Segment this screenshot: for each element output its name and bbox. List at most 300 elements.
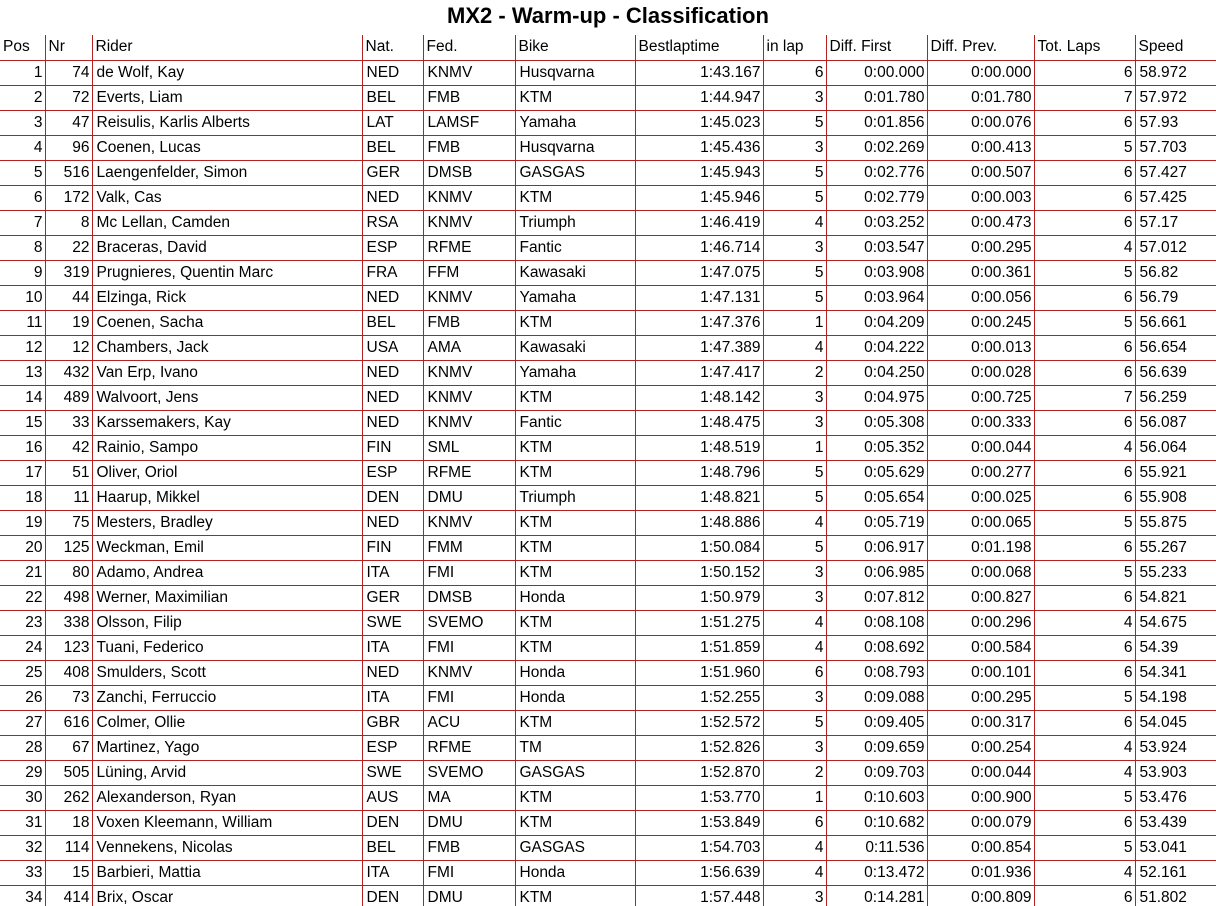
cell-pos: 24 — [0, 635, 45, 660]
cell-pos: 21 — [0, 560, 45, 585]
cell-diff-first: 0:02.779 — [826, 185, 927, 210]
cell-speed: 56.661 — [1135, 310, 1216, 335]
cell-nat: ITA — [362, 685, 423, 710]
cell-bestlaptime: 1:57.448 — [635, 885, 763, 906]
cell-pos: 27 — [0, 710, 45, 735]
cell-speed: 57.425 — [1135, 185, 1216, 210]
table-row — [0, 785, 1216, 810]
cell-diff-prev: 0:01.780 — [927, 85, 1034, 110]
cell-bestlaptime: 1:50.979 — [635, 585, 763, 610]
table-row — [0, 335, 1216, 360]
cell-fed: KNMV — [423, 360, 515, 385]
cell-nr: 319 — [45, 260, 92, 285]
cell-speed: 57.012 — [1135, 235, 1216, 260]
cell-nr: 47 — [45, 110, 92, 135]
cell-speed: 51.802 — [1135, 885, 1216, 906]
cell-diff-first: 0:05.719 — [826, 510, 927, 535]
cell-in-lap: 4 — [763, 635, 826, 660]
cell-fed: ACU — [423, 710, 515, 735]
cell-nat: ITA — [362, 560, 423, 585]
cell-nr: 75 — [45, 510, 92, 535]
cell-in-lap: 5 — [763, 160, 826, 185]
table-row — [0, 635, 1216, 660]
cell-bike: Honda — [515, 660, 635, 685]
column-header-diff-first: Diff. First — [826, 35, 927, 60]
cell-in-lap: 5 — [763, 485, 826, 510]
cell-bestlaptime: 1:44.947 — [635, 85, 763, 110]
cell-speed: 56.087 — [1135, 410, 1216, 435]
cell-bestlaptime: 1:53.770 — [635, 785, 763, 810]
cell-in-lap: 3 — [763, 85, 826, 110]
cell-in-lap: 5 — [763, 710, 826, 735]
cell-nr: 616 — [45, 710, 92, 735]
cell-nat: FRA — [362, 260, 423, 285]
cell-bestlaptime: 1:52.826 — [635, 735, 763, 760]
cell-pos: 11 — [0, 310, 45, 335]
cell-pos: 2 — [0, 85, 45, 110]
cell-bike: Honda — [515, 860, 635, 885]
cell-diff-prev: 0:00.854 — [927, 835, 1034, 860]
cell-pos: 28 — [0, 735, 45, 760]
table-row — [0, 85, 1216, 110]
cell-bike: Husqvarna — [515, 60, 635, 85]
cell-rider: Lüning, Arvid — [92, 760, 362, 785]
cell-diff-prev: 0:00.025 — [927, 485, 1034, 510]
cell-nr: 67 — [45, 735, 92, 760]
cell-nr: 114 — [45, 835, 92, 860]
cell-speed: 54.045 — [1135, 710, 1216, 735]
cell-tot-laps: 5 — [1034, 685, 1135, 710]
cell-speed: 52.161 — [1135, 860, 1216, 885]
cell-in-lap: 4 — [763, 610, 826, 635]
cell-nat: LAT — [362, 110, 423, 135]
cell-bike: KTM — [515, 785, 635, 810]
table-row — [0, 310, 1216, 335]
cell-rider: Mc Lellan, Camden — [92, 210, 362, 235]
cell-bike: Honda — [515, 685, 635, 710]
cell-nr: 74 — [45, 60, 92, 85]
cell-bike: Kawasaki — [515, 335, 635, 360]
table-row — [0, 185, 1216, 210]
cell-fed: KNMV — [423, 385, 515, 410]
cell-speed: 54.341 — [1135, 660, 1216, 685]
cell-speed: 53.439 — [1135, 810, 1216, 835]
cell-bestlaptime: 1:51.960 — [635, 660, 763, 685]
table-row — [0, 410, 1216, 435]
cell-rider: Oliver, Oriol — [92, 460, 362, 485]
cell-nr: 172 — [45, 185, 92, 210]
cell-bike: TM — [515, 735, 635, 760]
cell-tot-laps: 6 — [1034, 885, 1135, 906]
cell-bestlaptime: 1:54.703 — [635, 835, 763, 860]
cell-diff-first: 0:05.654 — [826, 485, 927, 510]
cell-diff-first: 0:04.222 — [826, 335, 927, 360]
cell-nr: 262 — [45, 785, 92, 810]
cell-diff-first: 0:04.975 — [826, 385, 927, 410]
cell-fed: KNMV — [423, 285, 515, 310]
cell-in-lap: 5 — [763, 535, 826, 560]
cell-fed: RFME — [423, 460, 515, 485]
cell-pos: 19 — [0, 510, 45, 535]
cell-rider: Braceras, David — [92, 235, 362, 260]
cell-in-lap: 4 — [763, 860, 826, 885]
cell-nr: 73 — [45, 685, 92, 710]
cell-nat: GER — [362, 160, 423, 185]
cell-nr: 80 — [45, 560, 92, 585]
table-row — [0, 685, 1216, 710]
cell-diff-prev: 0:00.584 — [927, 635, 1034, 660]
cell-diff-prev: 0:00.254 — [927, 735, 1034, 760]
cell-speed: 57.972 — [1135, 85, 1216, 110]
cell-diff-first: 0:09.703 — [826, 760, 927, 785]
cell-pos: 25 — [0, 660, 45, 685]
cell-nat: AUS — [362, 785, 423, 810]
cell-in-lap: 2 — [763, 360, 826, 385]
cell-rider: Vennekens, Nicolas — [92, 835, 362, 860]
cell-nat: SWE — [362, 610, 423, 635]
cell-fed: KNMV — [423, 510, 515, 535]
cell-diff-prev: 0:00.277 — [927, 460, 1034, 485]
cell-pos: 32 — [0, 835, 45, 860]
column-header-fed: Fed. — [423, 35, 515, 60]
cell-fed: KNMV — [423, 60, 515, 85]
cell-tot-laps: 4 — [1034, 735, 1135, 760]
cell-nat: DEN — [362, 810, 423, 835]
table-row — [0, 660, 1216, 685]
cell-tot-laps: 5 — [1034, 560, 1135, 585]
cell-diff-prev: 0:00.413 — [927, 135, 1034, 160]
cell-in-lap: 5 — [763, 260, 826, 285]
cell-speed: 53.476 — [1135, 785, 1216, 810]
column-header-nr: Nr — [45, 35, 92, 60]
cell-bike: Kawasaki — [515, 260, 635, 285]
cell-bestlaptime: 1:48.796 — [635, 460, 763, 485]
cell-pos: 5 — [0, 160, 45, 185]
cell-bike: KTM — [515, 510, 635, 535]
cell-bike: GASGAS — [515, 835, 635, 860]
cell-tot-laps: 6 — [1034, 335, 1135, 360]
cell-diff-prev: 0:00.827 — [927, 585, 1034, 610]
cell-nr: 72 — [45, 85, 92, 110]
cell-in-lap: 1 — [763, 310, 826, 335]
cell-diff-first: 0:03.908 — [826, 260, 927, 285]
cell-tot-laps: 6 — [1034, 160, 1135, 185]
cell-fed: RFME — [423, 235, 515, 260]
cell-speed: 56.259 — [1135, 385, 1216, 410]
cell-rider: Colmer, Ollie — [92, 710, 362, 735]
cell-diff-first: 0:13.472 — [826, 860, 927, 885]
cell-nr: 125 — [45, 535, 92, 560]
table-row — [0, 385, 1216, 410]
cell-nat: FIN — [362, 535, 423, 560]
cell-pos: 23 — [0, 610, 45, 635]
cell-in-lap: 6 — [763, 660, 826, 685]
cell-bestlaptime: 1:45.943 — [635, 160, 763, 185]
cell-in-lap: 3 — [763, 235, 826, 260]
cell-tot-laps: 5 — [1034, 310, 1135, 335]
cell-nr: 11 — [45, 485, 92, 510]
cell-in-lap: 6 — [763, 60, 826, 85]
cell-diff-first: 0:05.308 — [826, 410, 927, 435]
cell-nr: 414 — [45, 885, 92, 906]
cell-pos: 13 — [0, 360, 45, 385]
cell-bike: KTM — [515, 710, 635, 735]
table-row — [0, 735, 1216, 760]
cell-nat: BEL — [362, 135, 423, 160]
cell-nr: 123 — [45, 635, 92, 660]
cell-rider: Chambers, Jack — [92, 335, 362, 360]
cell-pos: 22 — [0, 585, 45, 610]
cell-bike: KTM — [515, 610, 635, 635]
cell-diff-first: 0:08.692 — [826, 635, 927, 660]
cell-tot-laps: 6 — [1034, 810, 1135, 835]
cell-pos: 8 — [0, 235, 45, 260]
table-row — [0, 110, 1216, 135]
cell-in-lap: 3 — [763, 885, 826, 906]
cell-bestlaptime: 1:45.946 — [635, 185, 763, 210]
cell-fed: DMU — [423, 810, 515, 835]
cell-speed: 53.041 — [1135, 835, 1216, 860]
cell-in-lap: 3 — [763, 735, 826, 760]
cell-nat: NED — [362, 360, 423, 385]
cell-rider: Everts, Liam — [92, 85, 362, 110]
cell-nat: SWE — [362, 760, 423, 785]
cell-pos: 30 — [0, 785, 45, 810]
cell-bike: GASGAS — [515, 160, 635, 185]
cell-nat: NED — [362, 185, 423, 210]
cell-bestlaptime: 1:47.417 — [635, 360, 763, 385]
cell-rider: Zanchi, Ferruccio — [92, 685, 362, 710]
cell-fed: RFME — [423, 735, 515, 760]
cell-diff-prev: 0:00.333 — [927, 410, 1034, 435]
cell-in-lap: 4 — [763, 210, 826, 235]
cell-diff-prev: 0:00.296 — [927, 610, 1034, 635]
cell-tot-laps: 7 — [1034, 385, 1135, 410]
cell-nr: 18 — [45, 810, 92, 835]
cell-bike: GASGAS — [515, 760, 635, 785]
cell-tot-laps: 6 — [1034, 360, 1135, 385]
table-row — [0, 210, 1216, 235]
cell-pos: 31 — [0, 810, 45, 835]
cell-tot-laps: 6 — [1034, 535, 1135, 560]
cell-bike: Fantic — [515, 235, 635, 260]
cell-pos: 16 — [0, 435, 45, 460]
cell-nat: ITA — [362, 860, 423, 885]
cell-diff-prev: 0:00.000 — [927, 60, 1034, 85]
cell-diff-first: 0:08.793 — [826, 660, 927, 685]
cell-nat: NED — [362, 60, 423, 85]
cell-tot-laps: 4 — [1034, 760, 1135, 785]
cell-bike: KTM — [515, 385, 635, 410]
cell-tot-laps: 6 — [1034, 460, 1135, 485]
cell-rider: Coenen, Sacha — [92, 310, 362, 335]
cell-rider: Tuani, Federico — [92, 635, 362, 660]
cell-speed: 57.93 — [1135, 110, 1216, 135]
cell-nr: 498 — [45, 585, 92, 610]
cell-tot-laps: 6 — [1034, 710, 1135, 735]
cell-fed: KNMV — [423, 410, 515, 435]
cell-nat: BEL — [362, 85, 423, 110]
cell-nr: 96 — [45, 135, 92, 160]
cell-bike: KTM — [515, 535, 635, 560]
cell-fed: DMSB — [423, 585, 515, 610]
cell-speed: 54.198 — [1135, 685, 1216, 710]
cell-pos: 6 — [0, 185, 45, 210]
cell-speed: 56.639 — [1135, 360, 1216, 385]
cell-nr: 516 — [45, 160, 92, 185]
table-row — [0, 460, 1216, 485]
cell-rider: Laengenfelder, Simon — [92, 160, 362, 185]
cell-bike: Triumph — [515, 210, 635, 235]
cell-pos: 4 — [0, 135, 45, 160]
cell-pos: 17 — [0, 460, 45, 485]
cell-fed: FMI — [423, 685, 515, 710]
cell-bike: KTM — [515, 560, 635, 585]
classification-table — [0, 35, 1216, 906]
cell-tot-laps: 4 — [1034, 610, 1135, 635]
cell-bike: Yamaha — [515, 285, 635, 310]
column-header-pos: Pos — [0, 35, 45, 60]
cell-diff-first: 0:06.917 — [826, 535, 927, 560]
table-row — [0, 885, 1216, 906]
cell-diff-first: 0:02.269 — [826, 135, 927, 160]
cell-rider: Coenen, Lucas — [92, 135, 362, 160]
cell-nat: ESP — [362, 735, 423, 760]
cell-in-lap: 5 — [763, 460, 826, 485]
cell-bestlaptime: 1:47.389 — [635, 335, 763, 360]
cell-pos: 10 — [0, 285, 45, 310]
cell-nr: 51 — [45, 460, 92, 485]
cell-in-lap: 3 — [763, 585, 826, 610]
cell-fed: KNMV — [423, 660, 515, 685]
cell-bestlaptime: 1:46.419 — [635, 210, 763, 235]
cell-bike: KTM — [515, 885, 635, 906]
cell-fed: AMA — [423, 335, 515, 360]
cell-diff-prev: 0:00.900 — [927, 785, 1034, 810]
cell-diff-prev: 0:01.198 — [927, 535, 1034, 560]
cell-bestlaptime: 1:52.255 — [635, 685, 763, 710]
cell-bestlaptime: 1:47.131 — [635, 285, 763, 310]
cell-nat: GER — [362, 585, 423, 610]
cell-diff-first: 0:11.536 — [826, 835, 927, 860]
cell-bestlaptime: 1:47.075 — [635, 260, 763, 285]
cell-diff-prev: 0:01.936 — [927, 860, 1034, 885]
cell-fed: KNMV — [423, 210, 515, 235]
cell-bike: KTM — [515, 460, 635, 485]
cell-diff-prev: 0:00.013 — [927, 335, 1034, 360]
cell-nr: 33 — [45, 410, 92, 435]
cell-fed: SVEMO — [423, 760, 515, 785]
cell-nat: NED — [362, 410, 423, 435]
cell-in-lap: 3 — [763, 560, 826, 585]
table-row — [0, 835, 1216, 860]
cell-speed: 55.908 — [1135, 485, 1216, 510]
cell-nat: NED — [362, 285, 423, 310]
cell-nr: 8 — [45, 210, 92, 235]
cell-diff-first: 0:05.352 — [826, 435, 927, 460]
cell-speed: 55.233 — [1135, 560, 1216, 585]
table-row — [0, 560, 1216, 585]
cell-bike: Honda — [515, 585, 635, 610]
cell-diff-first: 0:02.776 — [826, 160, 927, 185]
table-row — [0, 360, 1216, 385]
cell-diff-prev: 0:00.725 — [927, 385, 1034, 410]
cell-bike: KTM — [515, 635, 635, 660]
table-row — [0, 285, 1216, 310]
cell-tot-laps: 6 — [1034, 585, 1135, 610]
cell-rider: Smulders, Scott — [92, 660, 362, 685]
cell-diff-first: 0:10.603 — [826, 785, 927, 810]
cell-bestlaptime: 1:53.849 — [635, 810, 763, 835]
cell-pos: 26 — [0, 685, 45, 710]
cell-bike: KTM — [515, 310, 635, 335]
table-row — [0, 610, 1216, 635]
cell-speed: 54.39 — [1135, 635, 1216, 660]
table-row — [0, 160, 1216, 185]
cell-diff-first: 0:07.812 — [826, 585, 927, 610]
table-row — [0, 760, 1216, 785]
cell-bestlaptime: 1:51.859 — [635, 635, 763, 660]
cell-speed: 56.79 — [1135, 285, 1216, 310]
table-header-row — [0, 35, 1216, 60]
cell-nr: 44 — [45, 285, 92, 310]
cell-diff-prev: 0:00.079 — [927, 810, 1034, 835]
cell-speed: 56.82 — [1135, 260, 1216, 285]
cell-fed: FMI — [423, 860, 515, 885]
cell-bestlaptime: 1:48.142 — [635, 385, 763, 410]
cell-diff-first: 0:06.985 — [826, 560, 927, 585]
cell-bestlaptime: 1:45.023 — [635, 110, 763, 135]
cell-bestlaptime: 1:52.870 — [635, 760, 763, 785]
cell-diff-first: 0:14.281 — [826, 885, 927, 906]
cell-nr: 19 — [45, 310, 92, 335]
table-row — [0, 585, 1216, 610]
cell-speed: 54.675 — [1135, 610, 1216, 635]
cell-diff-first: 0:00.000 — [826, 60, 927, 85]
cell-tot-laps: 5 — [1034, 835, 1135, 860]
column-header-rider: Rider — [92, 35, 362, 60]
cell-rider: Prugnieres, Quentin Marc — [92, 260, 362, 285]
cell-nr: 22 — [45, 235, 92, 260]
table-body — [0, 60, 1216, 906]
cell-bestlaptime: 1:48.519 — [635, 435, 763, 460]
cell-diff-prev: 0:00.068 — [927, 560, 1034, 585]
cell-in-lap: 3 — [763, 685, 826, 710]
cell-in-lap: 2 — [763, 760, 826, 785]
cell-bestlaptime: 1:48.475 — [635, 410, 763, 435]
cell-diff-prev: 0:00.361 — [927, 260, 1034, 285]
cell-diff-first: 0:09.088 — [826, 685, 927, 710]
table-row — [0, 810, 1216, 835]
cell-nat: FIN — [362, 435, 423, 460]
cell-rider: Van Erp, Ivano — [92, 360, 362, 385]
cell-in-lap: 1 — [763, 785, 826, 810]
cell-diff-first: 0:04.209 — [826, 310, 927, 335]
cell-bestlaptime: 1:45.436 — [635, 135, 763, 160]
cell-nat: GBR — [362, 710, 423, 735]
column-header-in-lap: in lap — [763, 35, 826, 60]
cell-rider: Haarup, Mikkel — [92, 485, 362, 510]
cell-rider: Olsson, Filip — [92, 610, 362, 635]
cell-fed: FMM — [423, 535, 515, 560]
table-row — [0, 860, 1216, 885]
cell-diff-first: 0:08.108 — [826, 610, 927, 635]
cell-tot-laps: 4 — [1034, 235, 1135, 260]
cell-bestlaptime: 1:51.275 — [635, 610, 763, 635]
cell-speed: 55.921 — [1135, 460, 1216, 485]
cell-diff-prev: 0:00.295 — [927, 235, 1034, 260]
table-row — [0, 485, 1216, 510]
